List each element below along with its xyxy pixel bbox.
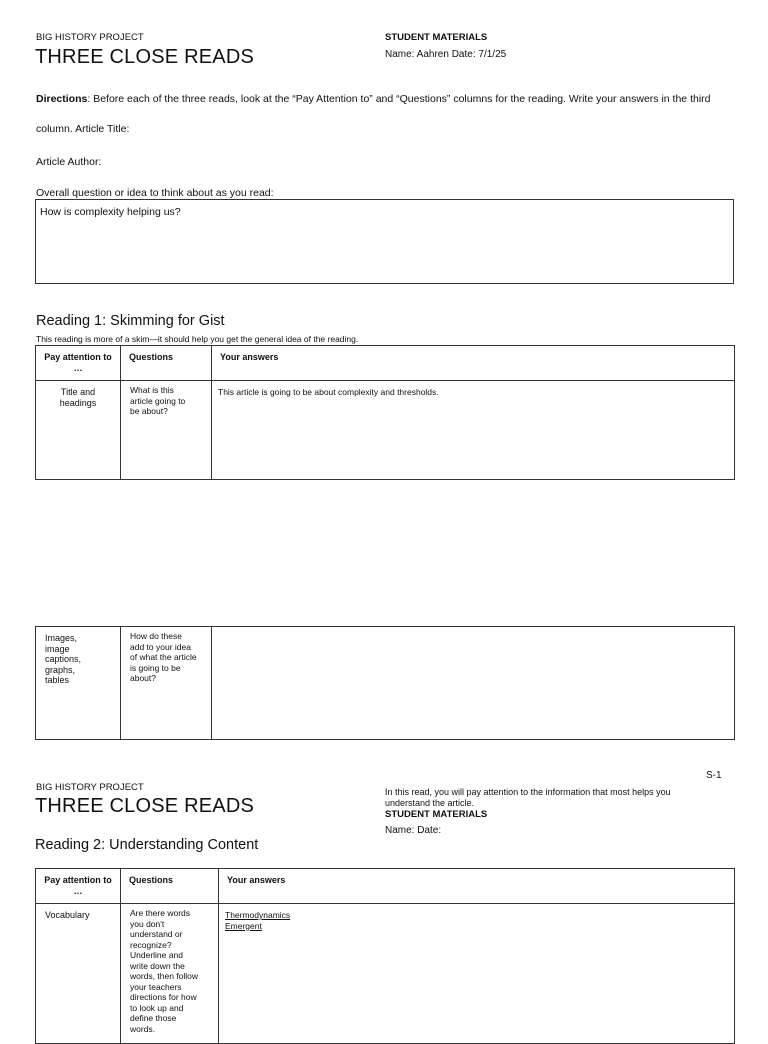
row-question: What is this article going to be about? — [121, 381, 212, 480]
overall-question-box[interactable] — [35, 199, 734, 284]
table-row — [36, 627, 735, 740]
reading1-subtitle: This reading is more of a skim—it should help you get the general idea of the reading. — [36, 334, 359, 344]
reading1-table — [35, 345, 735, 480]
header-answers: Your answers — [212, 346, 735, 381]
page-number: S-1 — [706, 770, 722, 781]
reading1-table-continued — [35, 626, 735, 740]
name-date-field-2[interactable]: Name: Date: — [385, 825, 442, 836]
row-pay-attention: Title and headings — [36, 381, 121, 480]
row-question: How do these add to your idea of what the article is going to be about? — [121, 627, 212, 740]
page-title: THREE CLOSE READS — [35, 46, 255, 68]
directions-body: : Before each of the three reads, look at the “Pay Attention to” and “Questions” columns for the reading. Write your answers in the third — [87, 93, 711, 105]
row-question: Are there words you don't understand or recognize? Underline and write down the words, then follow your teachers directions for how to look up and define those words. — [121, 904, 219, 1044]
overall-question-answer: How is complexity helping us? — [40, 206, 181, 218]
row-answer[interactable] — [219, 904, 735, 1044]
header-questions: Questions — [121, 346, 212, 381]
header-project-label-2: BIG HISTORY PROJECT — [36, 782, 144, 793]
table-header-row — [36, 346, 735, 381]
table-row — [36, 904, 735, 1044]
row-answer[interactable] — [212, 627, 735, 740]
table-row — [36, 381, 735, 480]
header-answers: Your answers — [219, 869, 735, 904]
reading1-title: Reading 1: Skimming for Gist — [36, 313, 225, 329]
header-questions: Questions — [121, 869, 219, 904]
table-header-row — [36, 869, 735, 904]
article-author-field[interactable]: Article Author: — [36, 156, 102, 168]
reading2-intro: In this read, you will pay attention to the information that most helps you understand the article. — [385, 787, 671, 808]
reading2-title: Reading 2: Understanding Content — [35, 837, 259, 853]
student-materials-label: STUDENT MATERIALS — [385, 32, 488, 43]
student-materials-label-2: STUDENT MATERIALS — [385, 809, 488, 820]
header-pay-attention: Pay attention to … — [36, 869, 121, 904]
reading2-table — [35, 868, 735, 1044]
header-pay-attention: Pay attention to … — [36, 346, 121, 381]
article-title-field[interactable]: column. Article Title: — [36, 123, 130, 135]
page-title-2: THREE CLOSE READS — [35, 795, 255, 817]
row-pay-attention: Images, image captions, graphs, tables — [36, 627, 121, 740]
directions-text — [36, 93, 736, 105]
row-answer[interactable]: This article is going to be about complexity and thresholds. — [212, 381, 735, 480]
header-project-label: BIG HISTORY PROJECT — [36, 32, 144, 43]
name-date-field[interactable]: Name: Aahren Date: 7/1/25 — [385, 49, 507, 60]
vocab-word: Thermodynamics — [225, 910, 291, 920]
vocab-word: Emergent — [225, 920, 262, 931]
row-pay-attention: Vocabulary — [36, 904, 121, 1044]
overall-question-label: Overall question or idea to think about as you read: — [36, 187, 274, 199]
directions-label: Directions — [36, 93, 88, 105]
